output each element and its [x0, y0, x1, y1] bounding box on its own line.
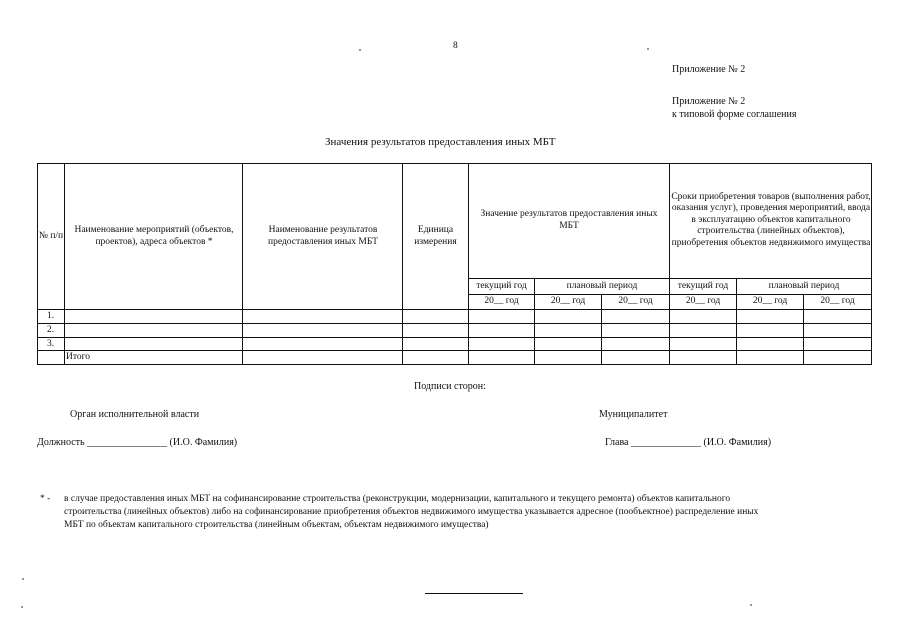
scan-speck — [359, 49, 361, 51]
appendix-subtitle: к типовой форме соглашения — [672, 109, 797, 120]
year-cell: 20__ год — [550, 296, 586, 307]
scan-speck — [22, 578, 24, 580]
values-planned-period: плановый период — [566, 280, 638, 291]
end-separator — [425, 593, 523, 594]
right-party-org: Муниципалитет — [599, 409, 668, 420]
appendix-label: Приложение № 2 — [672, 64, 746, 75]
col-header-events: Наименование мероприятий (объектов, проектов), адреса объектов * — [74, 225, 234, 247]
document-title: Значения результатов предоставления иных МБТ — [325, 136, 556, 148]
page-number: 8 — [453, 41, 458, 51]
deadlines-current-year: текущий год — [677, 280, 729, 291]
col-header-number: № п/п — [38, 230, 64, 241]
table-row-number: 2. — [47, 325, 55, 335]
deadlines-planned-period: плановый период — [768, 280, 840, 291]
appendix-label-2: Приложение № 2 — [672, 96, 746, 107]
year-cell: 20__ год — [685, 296, 721, 307]
left-party-signature-line: Должность ________________ (И.О. Фамилия) — [37, 437, 238, 448]
year-cell: 20__ год — [484, 296, 519, 307]
year-cell: 20__ год — [820, 296, 855, 307]
year-cell: 20__ год — [752, 296, 788, 307]
footnote-line-1: в случае предоставления иных МБТ на софинансирование строительства (реконструкции, модернизации, капитального и текущего ремонта) объектов капитального — [64, 494, 731, 504]
table-row-number: 1. — [47, 311, 55, 321]
footnote-line-2: строительства (линейных объектов) либо на софинансирование приобретения объектов недвижимого имущества указывается адресное (пообъектное) распределение иных — [64, 507, 759, 517]
col-header-deadlines: Сроки приобретения товаров (выполнения работ, оказания услуг), проведения мероприятий, ввода в эксплуатацию объектов капитального строительства (линейных объектов), приобретения объектов недвижимого имущества — [671, 191, 871, 248]
footnote-mark: * - — [40, 494, 51, 504]
footnote-line-3: МБТ по объектам капитального строительства (линейным объектам, объектам недвижимого имущества) — [64, 520, 489, 530]
scan-speck — [647, 48, 649, 50]
right-party-signature-line: Глава ______________ (И.О. Фамилия) — [605, 437, 772, 448]
col-header-unit: Единица измерения — [414, 225, 457, 247]
left-party-org: Орган исполнительной власти — [70, 409, 200, 420]
values-current-year: текущий год — [476, 280, 527, 291]
scan-speck — [21, 606, 23, 608]
scan-speck — [750, 604, 752, 606]
table-total-label: Итого — [66, 352, 91, 362]
table-row-number: 3. — [47, 339, 55, 349]
col-header-results: Наименование результатов предоставления иных МБТ — [268, 225, 378, 247]
year-cell: 20__ год — [618, 296, 653, 307]
signatures-heading: Подписи сторон: — [414, 381, 486, 392]
col-header-values: Значение результатов предоставления иных МБТ — [480, 209, 658, 231]
